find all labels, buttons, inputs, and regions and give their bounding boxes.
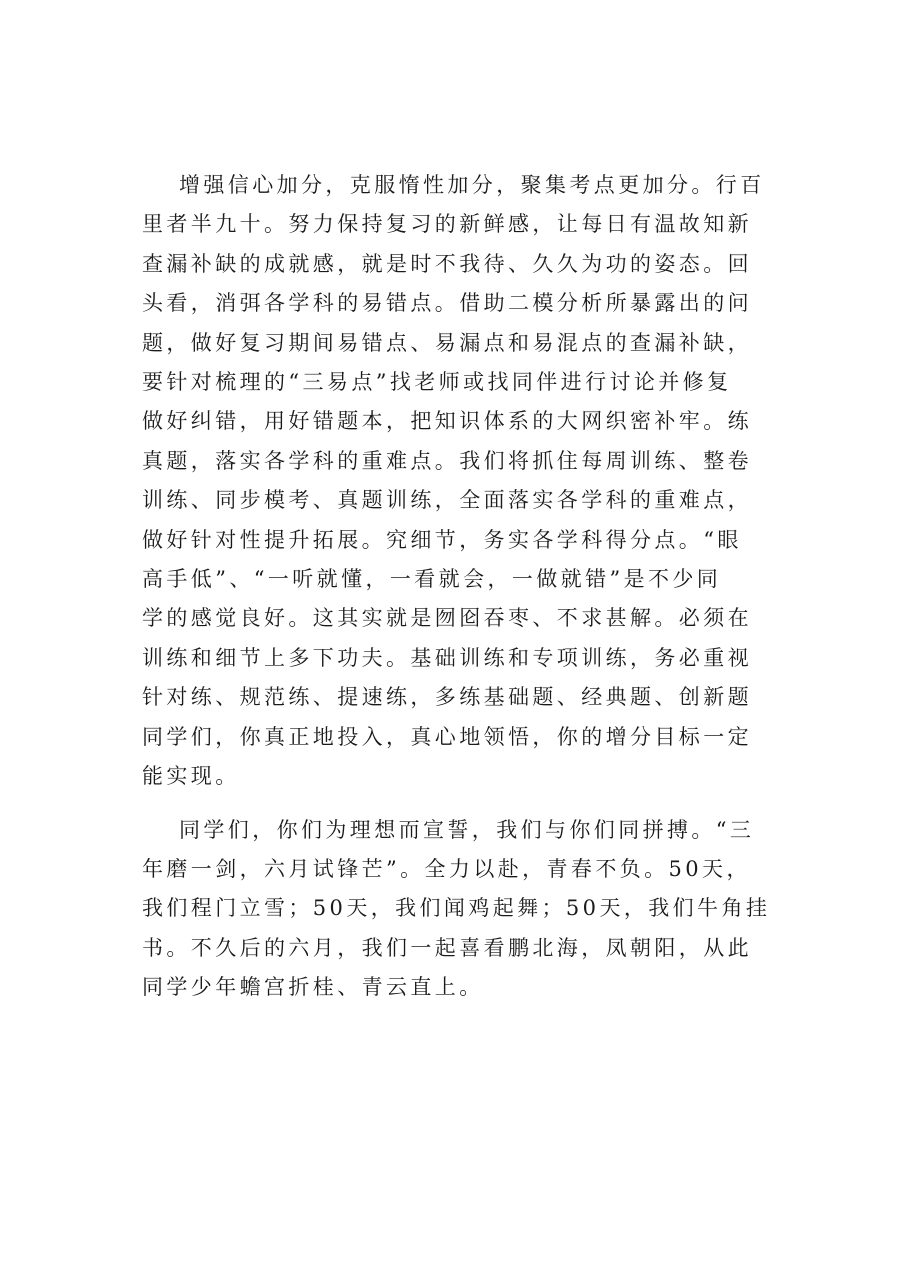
text-line: 针对练、规范练、提速练，多练基础题、经典题、创新题: [142, 685, 752, 710]
text-line: 题，做好复习期间易错点、易漏点和易混点的查漏补缺，: [142, 330, 752, 355]
text-line: 查漏补缺的成就感，就是时不我待、久久为功的姿态。回: [142, 251, 752, 276]
text-line: 同学们，你们为理想而宣誓，我们与你们同拼搏。“三: [179, 817, 755, 842]
text-line: 训练、同步模考、真题训练，全面落实各学科的重难点，: [142, 488, 752, 513]
text-line: 要针对梳理的“三易点”找老师或找同伴进行讨论并修复: [142, 370, 732, 395]
text-line: 做好针对性提升拓展。究细节，务实各学科得分点。“眼: [142, 527, 742, 552]
paragraph-1: [142, 166, 772, 797]
document-body: [142, 166, 772, 1008]
text-line: 头看，消弭各学科的易错点。借助二模分析所暴露出的问: [142, 291, 752, 316]
text-line: 高手低”、“一听就懂，一看就会，一做就错”是不少同: [142, 567, 722, 592]
text-line: 真题，落实各学科的重难点。我们将抓住每周训练、整卷: [142, 448, 752, 473]
text-line: 增强信心加分，克服惰性加分，聚集考点更加分。行百: [179, 173, 765, 197]
text-line: 我们程门立雪；50天，我们闻鸡起舞；50天，我们牛角挂: [142, 896, 771, 921]
text-line: 学的感觉良好。这其实就是囫囵吞枣、不求甚解。必须在: [142, 606, 752, 631]
text-line: 年磨一剑，六月试锋芒”。全力以赴，青春不负。50天，: [142, 856, 751, 881]
text-line: 做好纠错，用好错题本，把知识体系的大网织密补牢。练: [142, 409, 752, 434]
text-line: 同学们，你真正地投入，真心地领悟，你的增分目标一定: [142, 724, 752, 749]
text-line: 能实现。: [142, 764, 240, 789]
paragraph-2: [142, 811, 772, 1008]
text-line: 训练和细节上多下功夫。基础训练和专项训练，务必重视: [142, 645, 752, 670]
text-line: 里者半九十。努力保持复习的新鲜感，让每日有温故知新: [142, 212, 752, 237]
text-line: 书。不久后的六月，我们一起喜看鹏北海，凤朝阳，从此: [142, 935, 752, 960]
text-line: 同学少年蟾宫折桂、青云直上。: [142, 975, 484, 1000]
